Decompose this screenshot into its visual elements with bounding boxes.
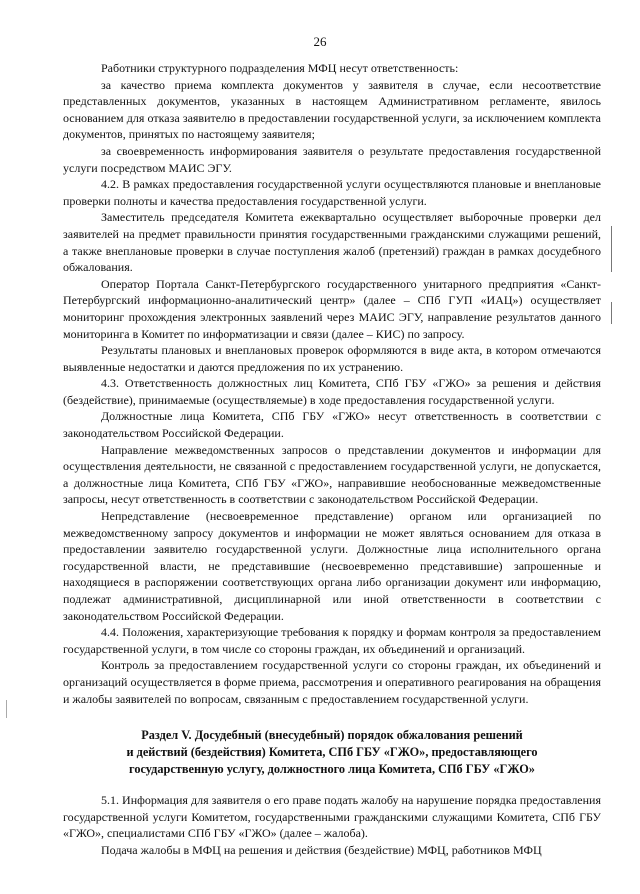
paragraph-section-4-3: 4.3. Ответственность должностных лиц Комитета, СПб ГБУ «ГЖО» за решения и действия (бездействие), принимаемые (осуществляемые) в ходе предоставления государственной услуги. [63,376,601,407]
paragraph-section-4-4: 4.4. Положения, характеризующие требования к порядку и формам контроля за предоставлением государственной услуги, в том числе со стороны граждан, их объединений и организаций. [63,625,601,656]
spacer [63,778,601,792]
paragraph-mfc-responsibility: Работники структурного подразделения МФЦ несут ответственность: [101,61,459,75]
margin-change-bar [611,226,612,272]
paragraph-interagency-requests: Направление межведомственных запросов о представлении документов и информации для осуществления деятельности, не связанной с предоставлением государственной услуги, не допускается, а должностные лица Комитета, СПб ГБУ «ГЖО», направившие необоснованные межведомственные запросы, несут ответственность в соответствии с законодательством Российской Федерации. [63,442,601,507]
section-v-heading [63,727,601,778]
margin-scan-mark [6,700,7,718]
paragraph-document-quality: за качество приема комплекта документов у заявителя в случае, если несоответствие представленных документов, указанных в настоящем Административном регламенте, явилось основанием для отказа заявителю в предоставлении государственной услуги, за исключением комплекта документов, принятых по настоящему заявителя; [63,77,601,142]
spacer [63,707,601,727]
paragraph-portal-operator: Оператор Портала Санкт-Петербургского государственного унитарного предприятия «Санкт-Петербургский информационно-аналитический центр» (далее – СПб ГУП «ИАЦ») осуществляет мониторинг прохождения электронных заявлений через МАИС ЭГУ, направление результатов данного мониторинга в Комитет по информатизации и связи (далее – КИС) по запросу. [63,276,601,341]
section-v-heading-line-2: и действий (бездействия) Комитета, СПб ГБУ «ГЖО», предоставляющего [126,745,538,760]
paragraph-mfc-complaint: Подача жалобы в МФЦ на решения и действия (бездействие) МФЦ, работников МФЦ [101,842,542,857]
document-body [63,60,601,859]
paragraph-check-results: Результаты плановых и внеплановых проверок оформляются в виде акта, в котором отмечаются выявленные недостатки и даются предложения по их устранению. [63,343,601,374]
paragraph-section-5-1: 5.1. Информация для заявителя о его праве подать жалобу на нарушение порядка предоставления государственной услуги Комитетом, государственными гражданскими служащими Комитета, СПб ГБУ «ГЖО», специалистами СПб ГБУ «ГЖО» (далее – жалоба). [63,793,601,841]
paragraph-non-submission: Непредставление (несвоевременное представление) органом или организацией по межведомственному запросу документов и информации не может являться основанием для отказа в предоставлении заявителю государственной услуги. Должностные лица исполнительного органа государственной власти, не представившие (несвоевременно представившие) запрошенные и находящиеся в распоряжении соответствующих органа либо организации документ или информацию, подлежат административной, дисциплинарной или иной ответственности в соответствии с законодательством Российской Федерации. [63,509,601,623]
paragraph-timely-informing: за своевременность информирования заявителя о результате предоставления государственной услуги посредством МАИС ЭГУ. [63,143,601,175]
paragraph-deputy-checks: Заместитель председателя Комитета ежеквартально осуществляет выборочные проверки дел заявителей на предмет правильности принятия государственными гражданскими служащими решений, а также внеплановые проверки в случае поступления жалоб (претензий) граждан в рамках досудебного обжалования. [63,210,601,275]
section-v-heading-line-1: Раздел V. Досудебный (внесудебный) порядок обжалования решений [141,728,523,743]
paragraph-section-4-2: 4.2. В рамках предоставления государственной услуги осуществляются плановые и внеплановые проверки полноты и качества предоставления государственной услуги. [63,177,601,208]
section-v-heading-line-3: государственную услугу, должностного лица Комитета, СПб ГБУ «ГЖО» [129,762,535,777]
paragraph-officials-liability: Должностные лица Комитета, СПб ГБУ «ГЖО» несут ответственность в соответствии с законодательством Российской Федерации. [63,409,601,441]
page-number: 26 [313,34,327,49]
paragraph-citizen-control: Контроль за предоставлением государственной услуги со стороны граждан, их объединений и организаций осуществляется в форме приема, рассмотрения и оперативного реагирования на обращения и жалобы заявителей по вопросам, связанным с предоставлением государственной услуги. [63,658,601,706]
margin-change-bar [611,302,612,324]
